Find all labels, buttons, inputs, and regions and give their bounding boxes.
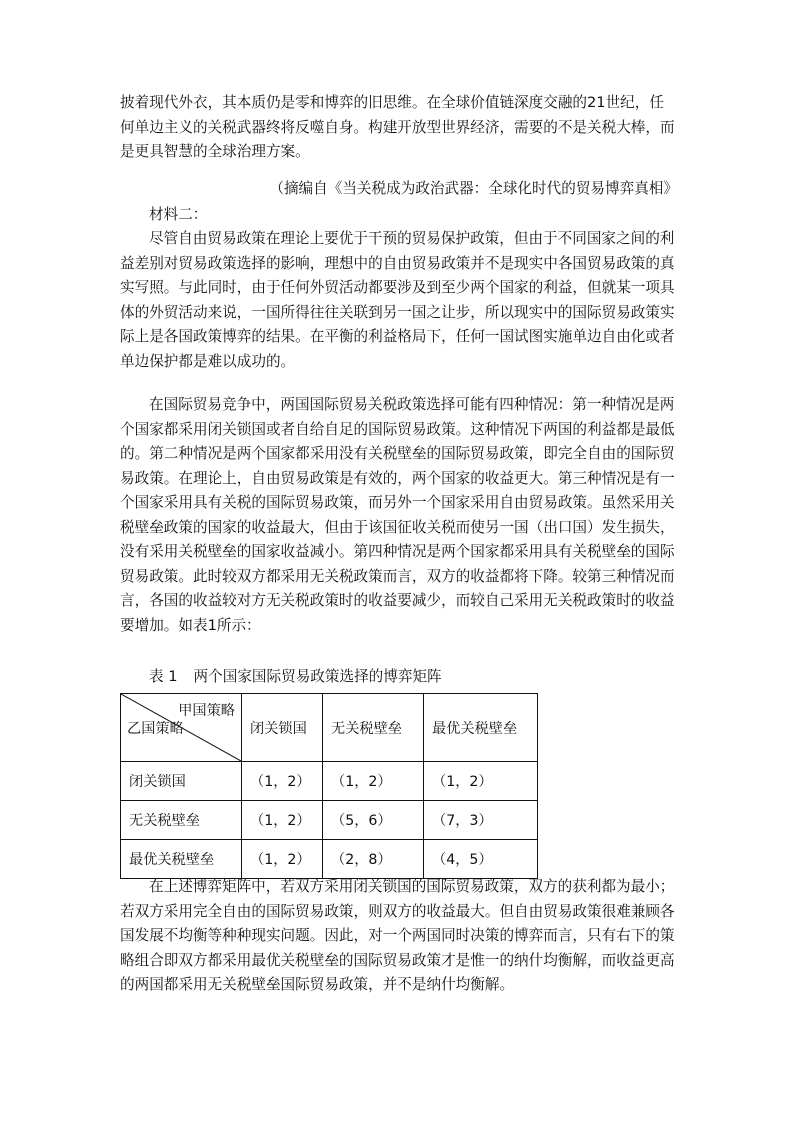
- paragraph-4: 在上述博弈矩阵中，若双方采用闭关锁国的国际贸易政策，双方的获利都为最小；若双方采用完全自由的国际贸易政策，则双方的收益最大。但自由贸易政策很难兼顾各国发展不均衡等种种现实问题。因此，对一个两国同时决策的博弈而言，只有右下的策略组合即双方都采用最优关税壁垒的国际贸易政策才是惟一的纳什均衡解，而收益更高的两国都采用无关税壁垒国际贸易政策，并不是纳什均衡解。: [120, 878, 675, 993]
- corner-top-label: 甲国策略: [178, 703, 235, 719]
- table-corner-cell: [121, 694, 242, 762]
- table-cell: （5，6）: [323, 801, 424, 840]
- table-cell: （2，8）: [323, 840, 424, 879]
- table-cell: （4，5）: [424, 840, 538, 879]
- table-header-row: [121, 694, 538, 762]
- table-row-label: 最优关税壁垒: [121, 840, 242, 879]
- paragraph-1: 披着现代外衣，其本质仍是零和博弈的旧思维。在全球价值链深度交融的21世纪，任何单边主义的关税武器终将反噬自身。构建开放型世界经济，需要的不是关税大棒，而是更具智慧的全球治理方案。: [120, 94, 675, 160]
- corner-bottom-label: 乙国策略: [127, 721, 184, 737]
- table-caption-number: 表 1: [149, 668, 178, 685]
- table-cell: （1，2）: [424, 762, 538, 801]
- table-caption: [149, 665, 442, 689]
- table-column-header: 无关税壁垒: [323, 694, 424, 762]
- table-cell: （1，2）: [242, 762, 323, 801]
- table-column-header: 闭关锁国: [242, 694, 323, 762]
- table-cell: （1，2）: [242, 840, 323, 879]
- source-citation: （摘编自《当关税成为政治武器：全球化时代的贸易博弈真相》: [269, 180, 678, 197]
- table-row: [121, 801, 538, 840]
- game-matrix-table: [120, 693, 538, 879]
- table-caption-title: 两个国家国际贸易政策选择的博弈矩阵: [193, 668, 442, 685]
- table-row-label: 无关税壁垒: [121, 801, 242, 840]
- table-row-label: 闭关锁国: [121, 762, 242, 801]
- table-cell: （1，2）: [242, 801, 323, 840]
- table-column-header: 最优关税壁垒: [424, 694, 538, 762]
- table-cell: （1，2）: [323, 762, 424, 801]
- material-label: 材料二：: [149, 206, 208, 223]
- table-cell: （7，3）: [424, 801, 538, 840]
- paragraph-2: 尽管自由贸易政策在理论上要优于干预的贸易保护政策，但由于不同国家之间的利益差别对贸易政策选择的影响，理想中的自由贸易政策并不是现实中各国贸易政策的真实写照。与此同时，由于任何外贸活动都要涉及到至少两个国家的利益，但就某一项具体的外贸活动来说，一国所得往往关联到另一国之让步，所以现实中的国际贸易政策实际上是各国政策博弈的结果。在平衡的利益格局下，任何一国试图实施单边自由化或者单边保护都是难以成功的。: [120, 230, 675, 370]
- table-row: [121, 762, 538, 801]
- paragraph-3: 在国际贸易竞争中，两国国际贸易关税政策选择可能有四种情况：第一种情况是两个国家都采用闭关锁国或者自给自足的国际贸易政策。这种情况下两国的利益都是最低的。第二种情况是两个国家都采用没有关税壁垒的国际贸易政策，即完全自由的国际贸易政策。在理论上，自由贸易政策是有效的，两个国家的收益更大。第三种情况是有一个国家采用具有关税的国际贸易政策，而另外一个国家采用自由贸易政策。虽然采用关税壁垒政策的国家的收益最大，但由于该国征收关税而使另一国（出口国）发生损失，没有采用关税壁垒的国家收益减小。第四种情况是两个国家都采用具有关税壁垒的国际贸易政策。此时较双方都采用无关税政策而言，双方的收益都将下降。较第三种情况而言，各国的收益较对方无关税政策时的收益要减少，而较自己采用无关税政策时的收益要增加。如表1所示：: [120, 396, 675, 634]
- table-row: [121, 840, 538, 879]
